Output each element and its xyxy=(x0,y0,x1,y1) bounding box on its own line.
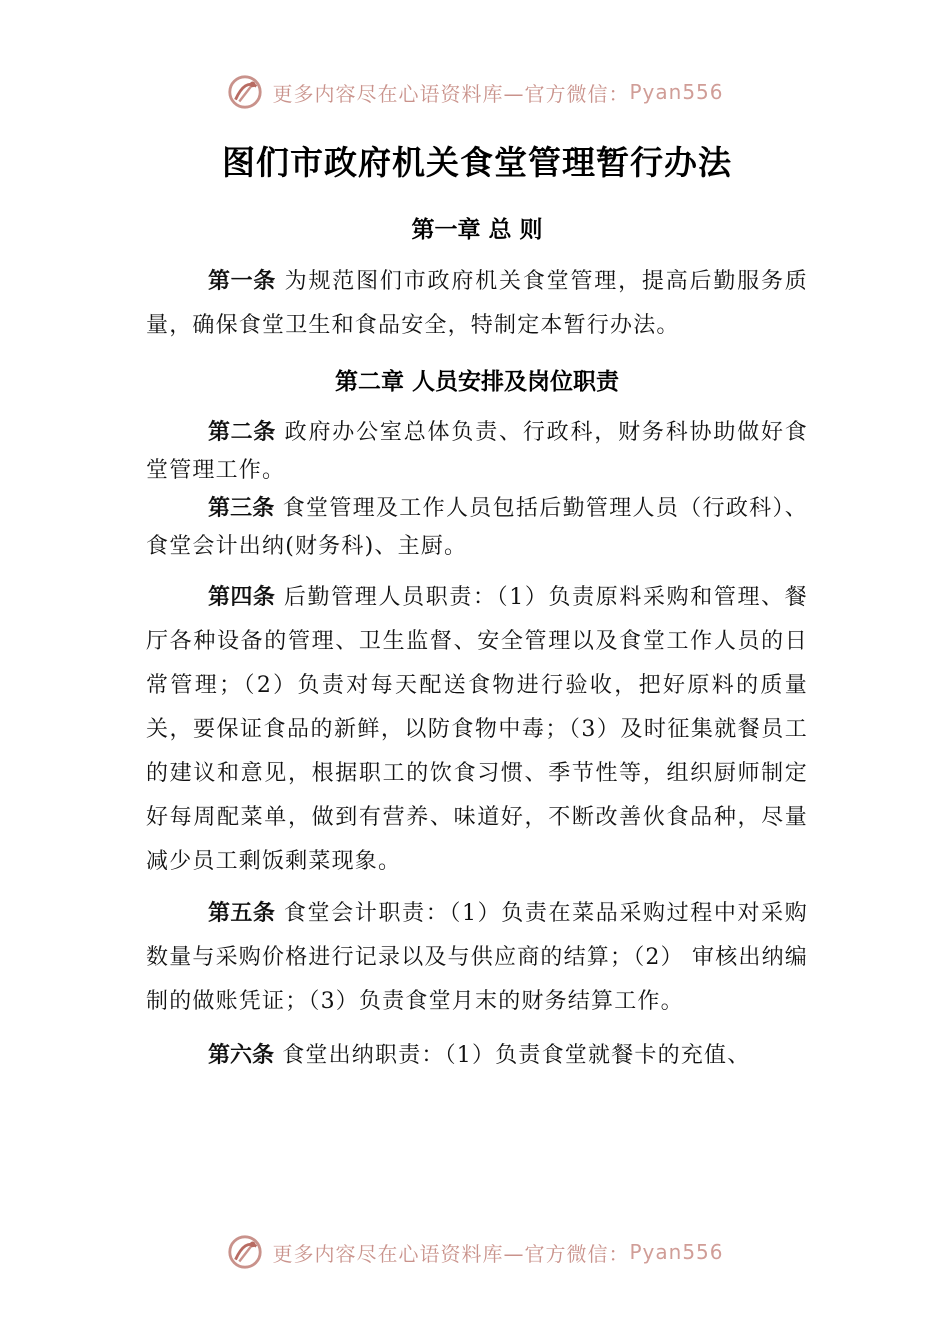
article-1 xyxy=(146,260,808,348)
article-number: 第三条 xyxy=(208,496,275,521)
header-watermark xyxy=(0,70,950,114)
article-text: 政府办公室总体负责、行政科，财务科协助做好食堂管理工作。 xyxy=(146,420,808,483)
article-text: 食堂会计职责：（1）负责在菜品采购过程中对采购数量与采购价格进行记录以及与供应商的结算；（2） 审核出纳编制的做账凭证；（3）负责食堂月末的财务结算工作。 xyxy=(146,901,808,1014)
article-3 xyxy=(146,490,808,566)
article-text: 后勤管理人员职责：（1）负责原料采购和管理、餐厅各种设备的管理、卫生监督、安全管理以及食堂工作人员的日常管理；（2）负责对每天配送食物进行验收，把好原料的质量关，要保证食品的新鲜，以防食物中毒；（3）及时征集就餐员工的建议和意见，根据职工的饮食习惯、季节性等，组织厨师制定好每周配菜单，做到有营养、味道好，不断改善伙食品种，尽量减少员工剩饭剩菜现象。 xyxy=(146,585,808,874)
article-number: 第五条 xyxy=(208,901,276,926)
article-text: 食堂出纳职责：（1）负责食堂就餐卡的充值、 xyxy=(274,1043,751,1068)
footer-watermark xyxy=(0,1230,950,1274)
document-body xyxy=(146,132,808,1078)
article-6 xyxy=(146,1034,808,1078)
article-number: 第一条 xyxy=(208,269,276,294)
article-4 xyxy=(146,576,808,884)
logo-icon xyxy=(226,1233,264,1271)
article-text: 食堂管理及工作人员包括后勤管理人员（行政科）、食堂会计出纳(财务科)、主厨。 xyxy=(146,496,808,559)
logo-icon xyxy=(226,73,264,111)
watermark-account: Pyan556 xyxy=(629,80,724,104)
document-title: 图们市政府机关食堂管理暂行办法 xyxy=(222,143,732,182)
article-number: 第四条 xyxy=(208,585,276,610)
article-5 xyxy=(146,892,808,1024)
article-2 xyxy=(146,414,808,490)
chapter-heading-2: 第二章 人员安排及岗位职责 xyxy=(334,369,619,395)
article-number: 第六条 xyxy=(208,1043,275,1068)
article-number: 第二条 xyxy=(208,420,276,445)
watermark-text: 更多内容尽在心语资料库—官方微信： xyxy=(272,1241,630,1266)
chapter-heading-1: 第一章 总 则 xyxy=(411,217,543,243)
watermark-account: Pyan556 xyxy=(629,1240,724,1264)
watermark-text: 更多内容尽在心语资料库—官方微信： xyxy=(272,81,630,106)
article-text: 为规范图们市政府机关食堂管理，提高后勤服务质量，确保食堂卫生和食品安全，特制定本暂行办法。 xyxy=(146,269,808,338)
